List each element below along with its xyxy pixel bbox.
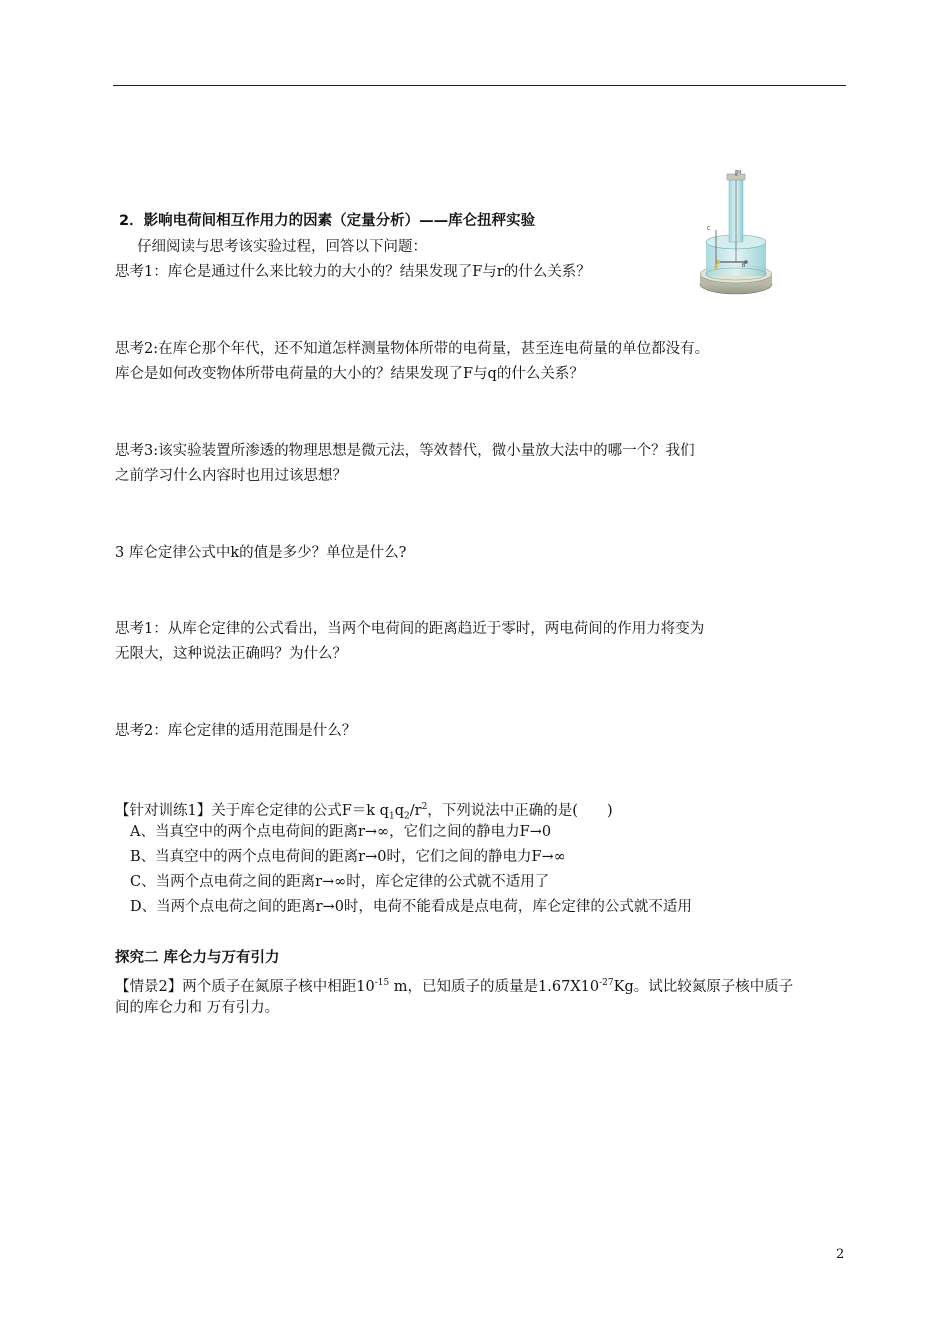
think-1b-line-1: 思考1：从库仑定律的公式看出，当两个电荷间的距离趋近于零时，两电荷间的作用力将变为 (115, 621, 705, 637)
scenario-2-line-2: 间的库仑力和 万有引力。 (115, 1000, 280, 1016)
think-3-line-2: 之前学习什么内容时也用过该思想？ (115, 468, 347, 484)
option-d: D、当两个点电荷之间的距离r→0时，电荷不能看成是点电荷，库仑定律的公式就不适用 (130, 899, 692, 915)
think-1b-line-2: 无限大，这种说法正确吗？为什么？ (115, 646, 347, 662)
option-c: C、当两个点电荷之间的距离r→∞时，库仑定律的公式就不适用了 (130, 874, 550, 890)
think-2b-question: 思考2：库仑定律的适用范围是什么？ (115, 723, 357, 739)
explore-2-heading: 探究二 库仑力与万有引力 (115, 950, 280, 966)
label-c: C (707, 226, 711, 232)
torsion-balance-image (698, 170, 774, 302)
header-rule (113, 85, 846, 86)
option-a: A、当真空中的两个点电荷间的距离r→∞，它们之间的静电力F→0 (130, 824, 552, 840)
training-1-stem: 【针对训练1】关于库仑定律的公式F＝k $q_1q_2/r^2$，下列说法中正确的是( ) (115, 802, 613, 822)
section-3-question: 3 库仑定律公式中k的值是多少？单位是什么? (115, 545, 407, 561)
label-m: M (737, 170, 742, 176)
intro-line: 仔细阅读与思考该实验过程，回答以下问题： (137, 239, 427, 255)
page-number: 2 (836, 1247, 845, 1262)
think-2-line-2: 库仑是如何改变物体所带电荷量的大小的？结果发现了F与q的什么关系？ (115, 366, 584, 382)
think-3-line-1: 思考3:该实验装置所渗透的物理思想是微元法，等效替代，微小量放大法中的哪一个？我们 (115, 443, 695, 459)
scenario-2-line-1: 【情景2】两个质子在氮原子核中相距$10^{-15}$ m，已知质子的质量是$1.67X10^{-27}Kg$。试比较氮原子核中质子 (115, 978, 794, 995)
option-b: B、当真空中的两个点电荷间的距离r→0时，它们之间的静电力F→∞ (130, 849, 566, 865)
section-heading-2: 2．影响电荷间相互作用力的因素（定量分析）——库仑扭秤实验 (119, 213, 536, 229)
label-b: B (742, 263, 746, 269)
think-2-line-1: 思考2:在库仑那个年代，还不知道怎样测量物体所带的电荷量，甚至连电荷量的单位都没有。 (115, 341, 710, 357)
think-1-question: 思考1：库仑是通过什么来比较力的大小的？结果发现了F与r的什么关系？ (115, 264, 591, 280)
